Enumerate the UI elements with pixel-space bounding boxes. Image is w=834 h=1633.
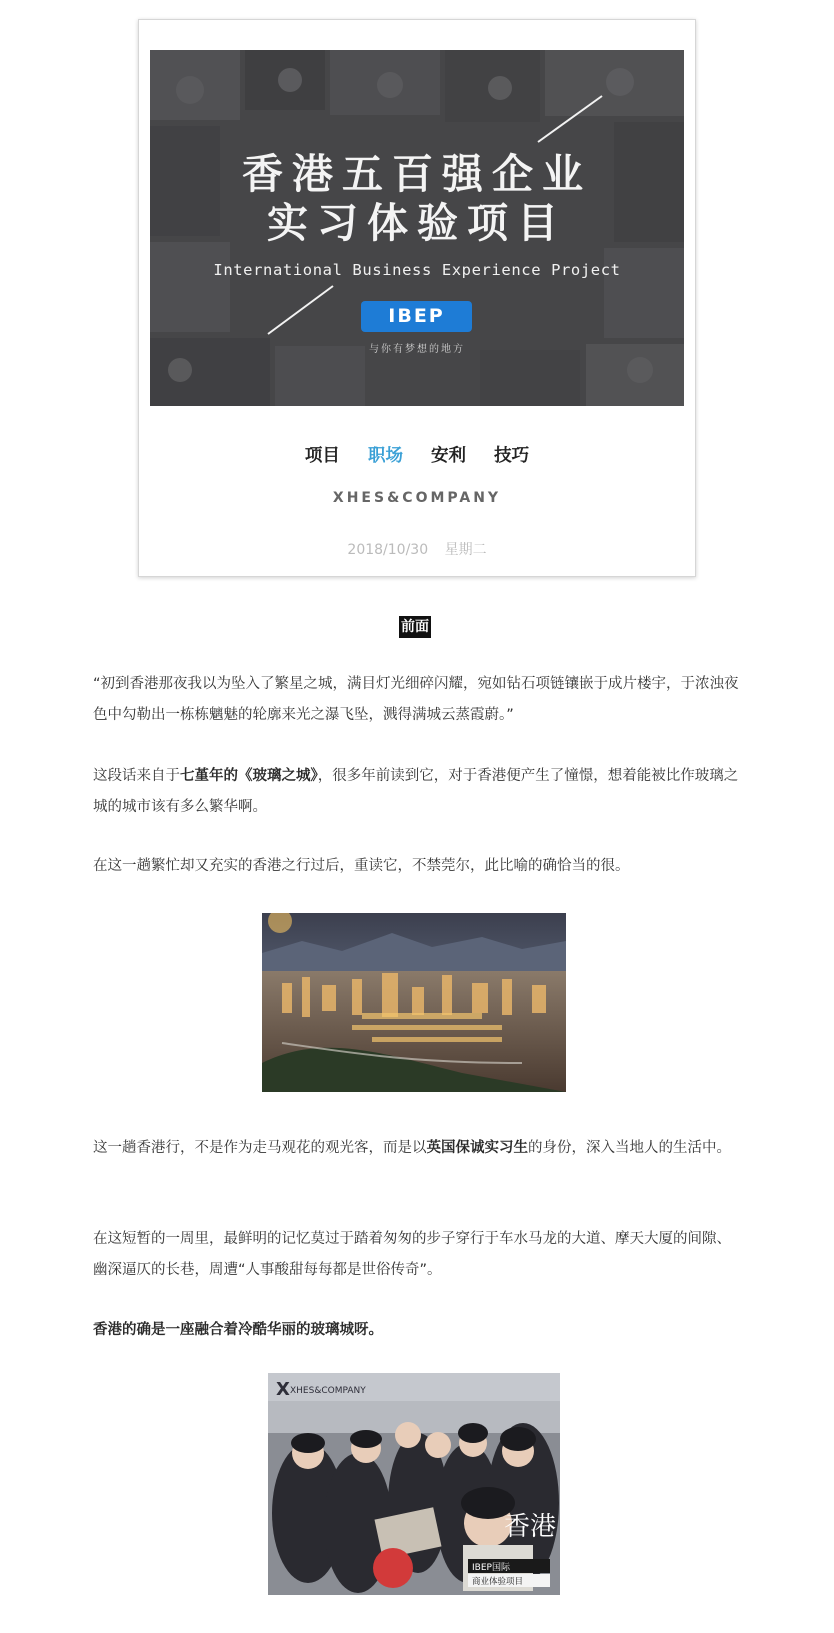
paragraph-role [93,1133,743,1164]
header-card [138,19,696,577]
text-span: 这段话来自于 [93,768,180,784]
svg-text:X: X [276,1379,290,1400]
tag-workplace[interactable]: 职场 [367,446,403,466]
photo-logo: XHES&COMPANY [290,1386,366,1396]
paragraph-memory: 在这短暂的一周里，最鲜明的记忆莫过于踏着匆匆的步子穿行于车水马龙的大道、摩天大厦的间隙、幽深逼仄的长巷，周遭“人事酸甜每每都是世俗传奇”。 [93,1231,731,1278]
harbour-photo-graphic [262,913,566,1092]
paragraph-source [93,761,743,823]
banner-badge: IBEP [361,301,472,332]
category-tags [139,442,695,467]
bold-intern-role: 英国保诚实习生 [426,1140,528,1156]
banner-title-line2: 实习体验项目 [267,199,567,247]
section-label: 前面 [399,616,431,638]
harbour-night-photo [262,913,566,1092]
banner-title-line1: 香港五百强企业 [242,150,592,198]
banner-slogan: 与你有梦想的地方 [369,344,465,355]
text-span: 这一趟香港行，不是作为走马观花的观光客，而是以 [93,1140,427,1156]
group-selfie-photo [268,1373,560,1595]
tag-tips[interactable]: 技巧 [494,446,530,466]
photo-caption-line1: IBEP国际 [472,1563,510,1573]
publish-date [139,539,695,559]
text-span: 的身份，深入当地人的生活中。 [528,1140,731,1156]
company-name: XHES&COMPANY [332,490,502,506]
photo-caption-line2: 商业体验项目 [472,1577,524,1587]
bold-book-title: 七堇年的《玻璃之城》 [180,768,318,784]
group-photo-graphic [268,1373,560,1595]
tag-project[interactable]: 项目 [304,446,340,466]
paragraph-conclusion: 香港的确是一座融合着冷酷华丽的玻璃城呀。 [93,1322,383,1338]
paragraph-quote: “初到香港那夜我以为坠入了繁星之城，满目灯光细碎闪耀，宛如钻石项链镶嵌于成片楼宇，于浓浊夜色中勾勒出一栋栋魑魅的轮廓来光之瀑飞坠，溅得满城云蒸霞蔚。” [93,676,739,723]
paragraph-reread: 在这一趟繁忙却又充实的香港之行过后，重读它，不禁莞尔，此比喻的确恰当的很。 [93,858,630,874]
banner-subtitle: International Business Experience Project [213,261,621,279]
date-value: 2018/10/30 [347,542,429,558]
text-span: ，很多年前读到它，对于香港便产生了憧憬，想着能被比作玻璃之城的城市该有多么繁华啊。 [93,768,739,815]
tag-recommend[interactable]: 安利 [431,446,467,466]
photo-caption-title: 香港 [504,1512,557,1542]
weekday-value: 星期二 [444,542,487,558]
banner-image [150,50,684,406]
